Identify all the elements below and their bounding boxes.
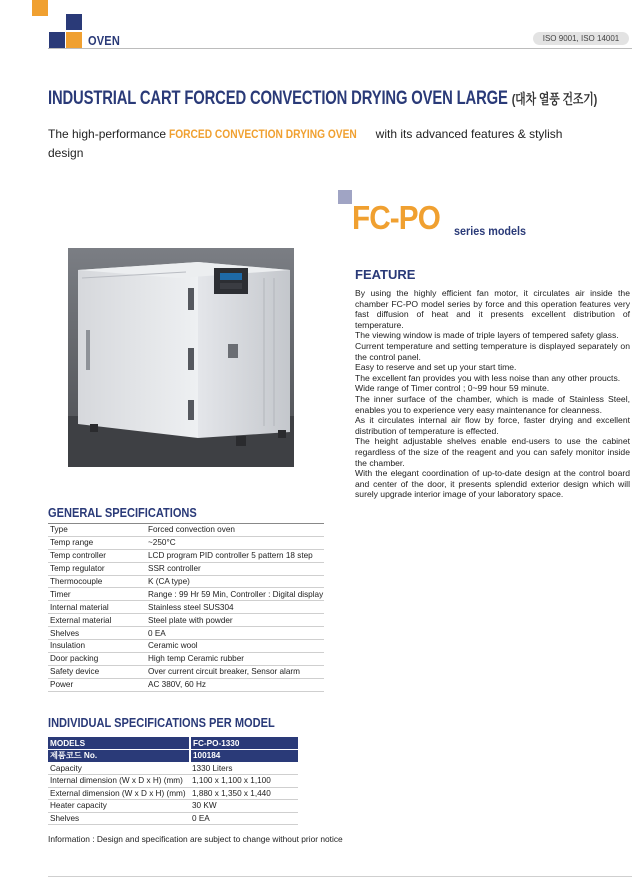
tagline-before: The high-performance [48,127,170,141]
spec-value: SSR controller [146,562,324,575]
spec-key: External material [48,614,146,627]
feature-paragraph: Current temperature and setting temperature is displayed separately on the control panel. [355,340,630,362]
logo-square-orange-bottom [66,32,82,48]
individual-specs-table [48,737,298,825]
spec-key: Power [48,678,146,691]
table-row [48,640,324,653]
feature-paragraph: By using the highly efficient fan motor, it circulates air inside the chamber FC-PO model series by force and this operation features very fast diffusion of heat and it presents excellent distribution of temperature. [355,288,630,330]
spec-value: Range : 99 Hr 59 Min, Controller : Digital display [148,589,324,599]
spec-value: 1,100 x 1,100 x 1,100 [190,775,298,788]
spec-value: 1330 Liters [190,762,298,775]
spec-key: Capacity [48,762,190,775]
table-row [48,588,324,601]
spec-value: Steel plate with powder [146,614,324,627]
spec-value: AC 380V, 60 Hz [146,678,324,691]
table-row [48,787,298,800]
spec-value: Over current circuit breaker, Sensor alarm [146,665,324,678]
spec-value: 30 KW [190,800,298,813]
header-value: FC-PO-1330 [190,737,298,750]
spec-key: Shelves [48,627,146,640]
spec-key: Door packing [48,652,146,665]
spec-key: Shelves [48,812,190,825]
table-row [48,614,324,627]
spec-value: K (CA type) [146,575,324,588]
model-suffix: series models [454,224,527,238]
feature-body [355,288,630,500]
spec-key: Type [48,524,146,537]
table-row [48,549,324,562]
table-header-row [48,737,298,750]
feature-paragraph: The height adjustable shelves enable end-users to use the cabinet regardless of the size of the reagent and you can safely monitor inside the chamber. [355,436,630,468]
logo-square-navy-left [49,32,65,48]
feature-paragraph: With the elegant coordination of up-to-date design at the control board and center of the door, it presents splendid exterior design which will surely upgrade interior image of your laboratory space. [355,468,630,500]
tagline-highlight: FORCED CONVECTION DRYING OVEN [169,127,358,141]
header-key: MODELS [48,737,190,750]
table-header-row [48,750,298,763]
table-row [48,627,324,640]
general-specs-table [48,523,324,692]
table-row [48,562,324,575]
spec-key: Timer [48,588,146,601]
spec-key: Safety device [48,665,146,678]
page-title-main: INDUSTRIAL CART FORCED CONVECTION DRYING OVEN LARGE [48,88,508,109]
spec-value: Forced convection oven [146,524,324,537]
feature-paragraph: The inner surface of the chamber, which is made of Stainless Steel, enables you to experience very easy maintenance for cleanness. [355,393,630,415]
feature-title: FEATURE [355,267,416,282]
brand-squares-logo [32,0,82,50]
logo-square-navy-right [66,14,82,30]
feature-paragraph: The viewing window is made of triple layers of tempered safety glass. [355,330,619,341]
tagline-after: with its advanced features & stylish design [48,127,563,160]
feature-paragraph: Wide range of Timer control ; 0~99 hour 59 minute. [355,383,550,394]
table-row [48,800,298,813]
spec-key: Temp controller [48,549,146,562]
footer-divider [48,876,632,877]
page-title-korean: (대차 열풍 건조기) [511,91,598,107]
spec-key: Thermocouple [48,575,146,588]
spec-key: Insulation [48,640,146,653]
logo-square-orange-top [32,0,48,16]
table-row [48,575,324,588]
section-label: OVEN [88,33,121,48]
table-row [48,536,324,549]
spec-value: ~250°C [146,536,324,549]
feature-paragraph: Easy to reserve and set up your start time. [355,362,517,373]
spec-key: External dimension (W x D x H) (mm) [48,787,190,800]
spec-value: Stainless steel SUS304 [146,601,324,614]
header-key: 제품코드 No. [48,750,190,763]
spec-key: Internal material [48,601,146,614]
model-accent-square [338,190,352,204]
table-row [48,762,298,775]
info-note: Information : Design and specification are subject to change without prior notice [48,834,343,844]
spec-value: 0 EA [146,627,324,640]
table-row [48,665,324,678]
model-name: FC-PO [352,199,440,236]
table-row [48,775,298,788]
oven-illustration [68,248,294,467]
table-row [48,524,324,537]
table-row [48,678,324,691]
table-row [48,652,324,665]
iso-badge: ISO 9001, ISO 14001 [533,32,629,45]
page-title [48,88,597,110]
product-photo [68,248,294,467]
tagline [48,125,568,163]
spec-key: Temp range [48,536,146,549]
general-specs-title: GENERAL SPECIFICATIONS [48,505,197,520]
individual-specs-title: INDIVIDUAL SPECIFICATIONS PER MODEL [48,715,275,730]
table-row [48,601,324,614]
header-divider [48,48,632,49]
spec-value: Ceramic wool [146,640,324,653]
feature-paragraph: The excellent fan provides you with less noise than any other proucts. [355,372,621,383]
table-row [48,812,298,825]
spec-key: Temp regulator [48,562,146,575]
spec-value: 1,880 x 1,350 x 1,440 [190,787,298,800]
feature-paragraph: As it circulates internal air flow by force, faster drying and excellent distribution of temperature is effected. [355,415,630,436]
spec-value: LCD program PID controller 5 pattern 18 step [146,549,324,562]
spec-key: Internal dimension (W x D x H) (mm) [48,775,190,788]
spec-key: Heater capacity [48,800,190,813]
spec-value: 0 EA [190,812,298,825]
spec-value: High temp Ceramic rubber [146,652,324,665]
header-value: 100184 [190,750,298,763]
